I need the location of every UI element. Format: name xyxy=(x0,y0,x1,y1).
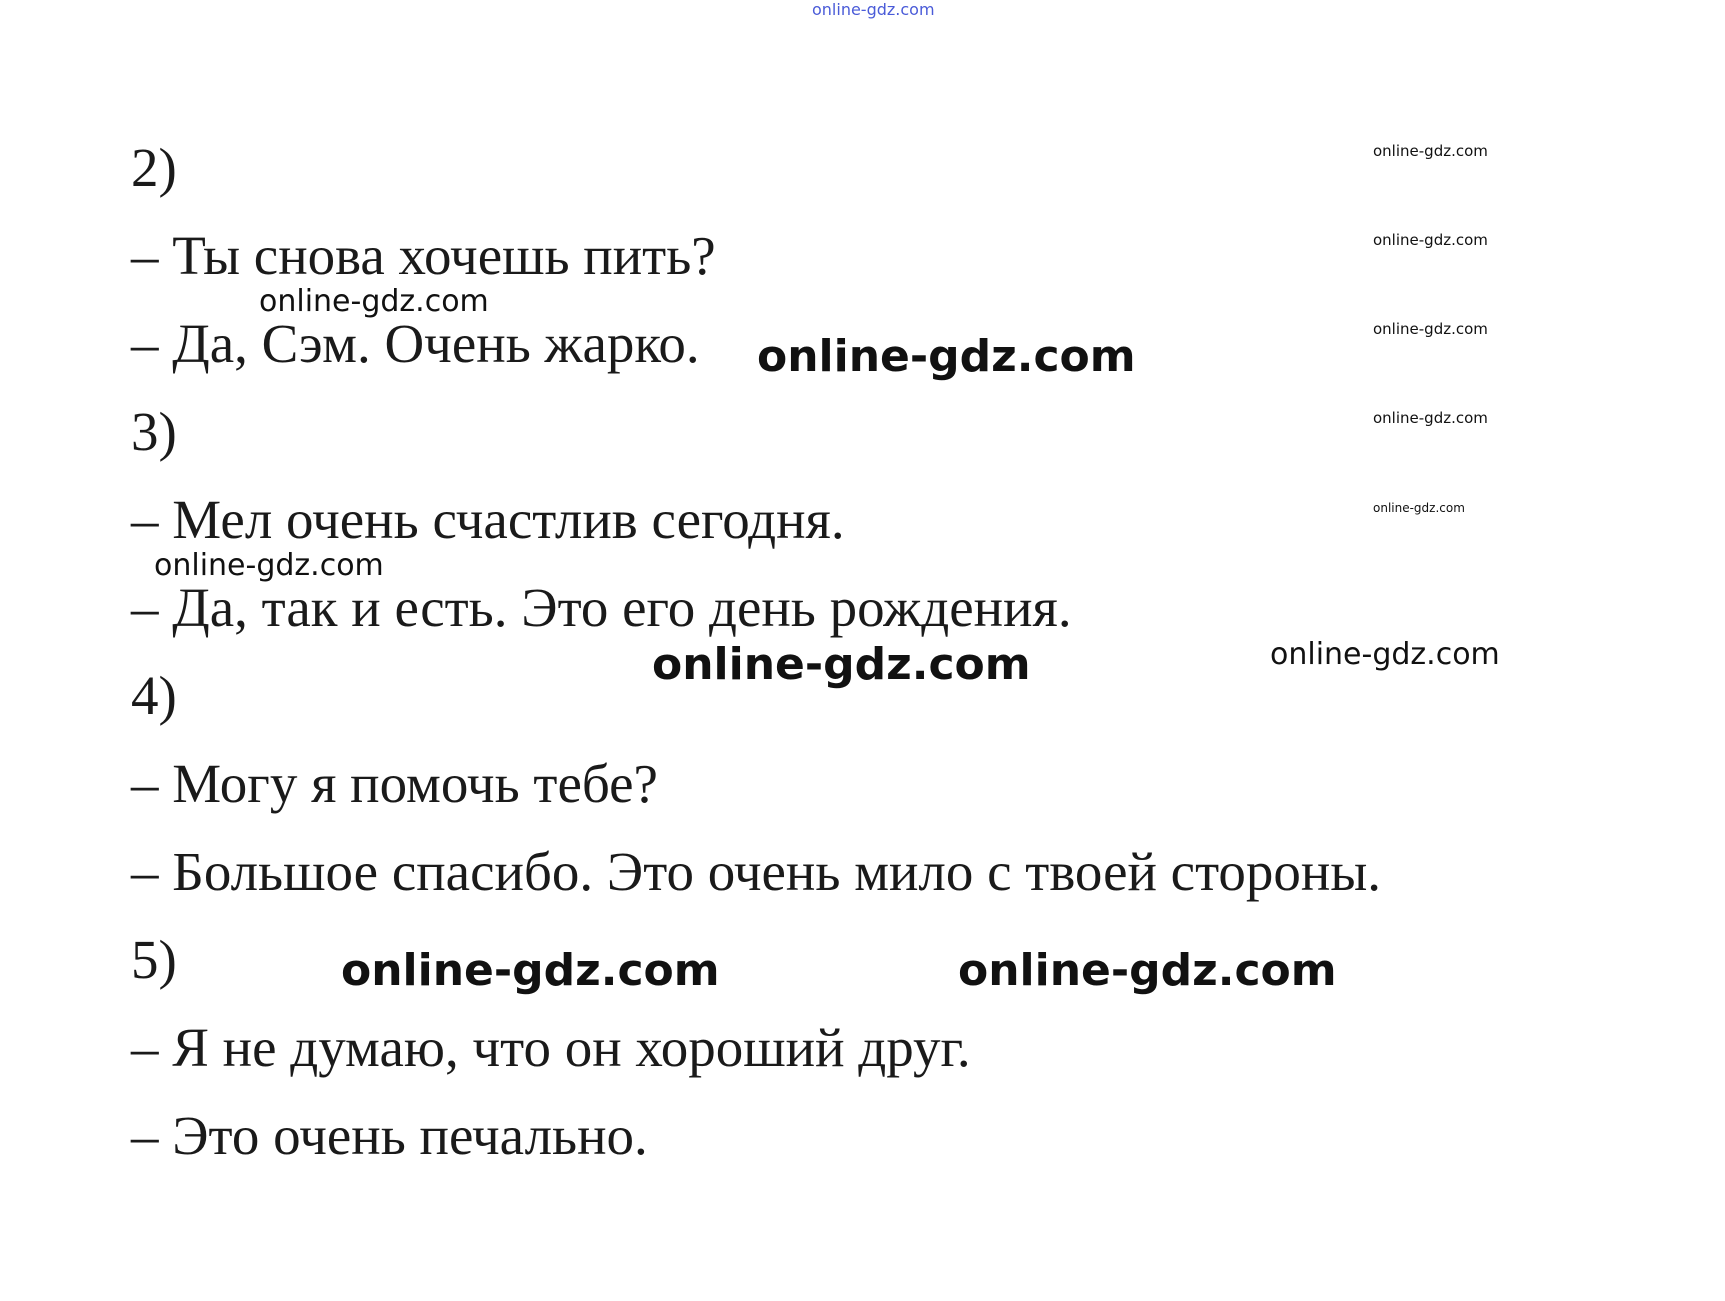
dialogue-line: – Я не думаю, что он хороший друг. xyxy=(131,1017,971,1078)
watermark: online-gdz.com xyxy=(757,331,1136,382)
watermark: online-gdz.com xyxy=(1373,409,1488,427)
dialogue-line: – Могу я помочь тебе? xyxy=(131,753,658,814)
watermark: online-gdz.com xyxy=(1373,320,1488,338)
watermark: online-gdz.com xyxy=(341,945,720,996)
watermark: online-gdz.com xyxy=(154,548,384,583)
watermark: online-gdz.com xyxy=(1270,637,1500,672)
watermark: online-gdz.com xyxy=(1373,231,1488,249)
watermark: online-gdz.com xyxy=(652,639,1031,690)
dialogue-line: – Мел очень счастлив сегодня. xyxy=(131,489,845,550)
header-watermark: online-gdz.com xyxy=(812,0,935,19)
watermark: online-gdz.com xyxy=(259,284,489,319)
dialogue-line: – Да, Сэм. Очень жарко. xyxy=(131,313,700,374)
section-number-5: 5) xyxy=(131,929,177,990)
dialogue-line: – Да, так и есть. Это его день рождения. xyxy=(131,577,1072,638)
dialogue-line: – Это очень печально. xyxy=(131,1105,648,1166)
watermark: online-gdz.com xyxy=(958,945,1337,996)
watermark: online-gdz.com xyxy=(1373,142,1488,160)
dialogue-line: – Большое спасибо. Это очень мило с твоей стороны. xyxy=(131,841,1382,902)
dialogue-line: – Ты снова хочешь пить? xyxy=(131,225,716,286)
section-number-4: 4) xyxy=(131,665,177,726)
section-number-2: 2) xyxy=(131,137,177,198)
section-number-3: 3) xyxy=(131,401,177,462)
watermark: online-gdz.com xyxy=(1373,501,1465,515)
